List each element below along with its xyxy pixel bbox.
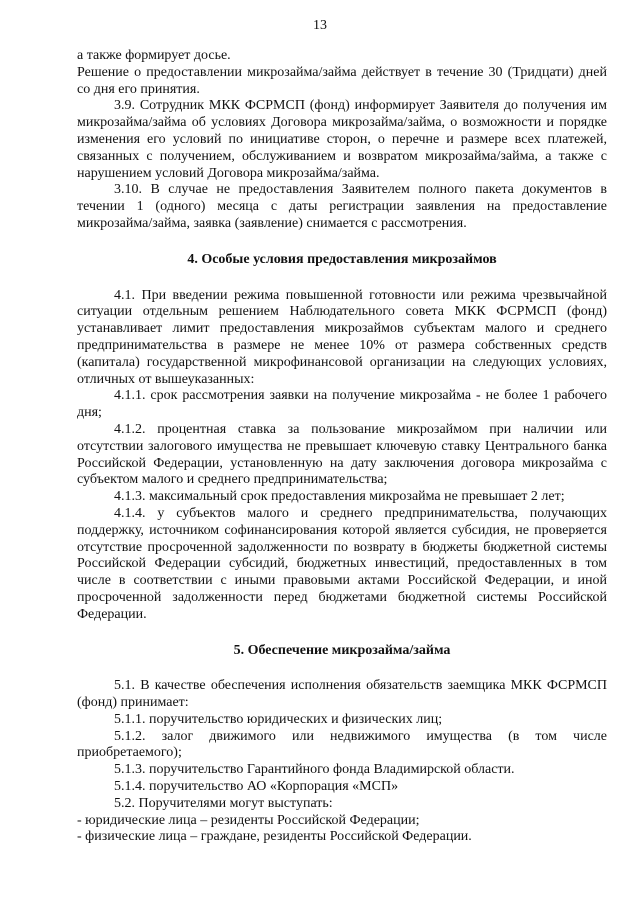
paragraph-4-1: 4.1. При введении режима повышенной готовности или режима чрезвычайной ситуации отдельным решением Наблюдательного совета МКК ФСРМСП (фонд) устанавливает лимит предоставления микрозаймов субъектам малого и среднего предпринимательства в размере не менее 10% от размера собственных средств (капитала) государственной микрофинансовой организации на следующих условиях, отличных от вышеуказанных: <box>77 287 607 387</box>
section-4-heading: 4. Особые условия предоставления микрозаймов <box>187 251 497 267</box>
paragraph-5-1: 5.1. В качестве обеспечения исполнения обязательств заемщика МКК ФСРМСП (фонд) принимает: <box>77 678 607 711</box>
list-item-legal-entities: - юридические лица – резиденты Российской Федерации; <box>77 812 420 828</box>
paragraph-5-2: 5.2. Поручителями могут выступать: <box>114 795 333 811</box>
paragraph-4-1-1: 4.1.1. срок рассмотрения заявки на получение микрозайма - не более 1 рабочего дня; <box>77 388 607 421</box>
page-number: 13 <box>313 18 327 33</box>
paragraph-4-1-3: 4.1.3. максимальный срок предоставления микрозайма не превышает 2 лет; <box>114 489 565 505</box>
list-item-individuals: - физические лица – граждане, резиденты Российской Федерации. <box>77 829 472 845</box>
paragraph-5-1-2: 5.1.2. залог движимого или недвижимого имущества (в том числе приобретаемого); <box>77 728 607 761</box>
paragraph-decision-validity: Решение о предоставлении микрозайма/займа действует в течение 30 (Тридцати) дней со дня его принятия. <box>77 64 607 97</box>
paragraph-3-9: 3.9. Сотрудник МКК ФСРМСП (фонд) информирует Заявителя до получения им микрозайма/займа об условиях Договора микрозайма/займа, о возможности и порядке изменения его условий по инициативе сторон, о перечне и размере всех платежей, связанных с получением, обслуживанием и возвратом микрозайма/займа, а также с нарушением условий Договора микрозайма/займа. <box>77 98 607 181</box>
paragraph-dossier: а также формирует досье. <box>77 48 231 63</box>
paragraph-4-1-2: 4.1.2. процентная ставка за пользование микрозаймом при наличии или отсутствии залогового имущества не превышает ключевую ставку Центрального банка Российской Федерации, установленную на дату заключения договора микрозайма с субъектом малого и среднего предпринимательства; <box>77 421 607 488</box>
section-5-heading: 5. Обеспечение микрозайма/займа <box>233 642 451 658</box>
paragraph-5-1-3: 5.1.3. поручительство Гарантийного фонда Владимирской области. <box>114 762 515 778</box>
paragraph-5-1-1: 5.1.1. поручительство юридических и физических лиц; <box>114 711 443 727</box>
paragraph-5-1-4: 5.1.4. поручительство АО «Корпорация «МСП» <box>114 779 399 795</box>
paragraph-4-1-4: 4.1.4. у субъектов малого и среднего предпринимательства, получающих поддержку, источником софинансирования которой является субсидия, не проверяется отсутствие просроченной задолженности по возврату в бюджеты бюджетной системы Российской Федерации субсидий, бюджетных инвестиций, предоставленных в том числе в соответствии с иными правовыми актами Российской Федерации, и иной просроченной задолженности перед бюджетами бюджетной системы Российской Федерации. <box>77 505 607 622</box>
document-body <box>77 48 607 846</box>
paragraph-3-10: 3.10. В случае не предоставления Заявителем полного пакета документов в течении 1 (одного) месяца с даты регистрации заявления на предоставление микрозайма/займа, заявка (заявление) снимается с рассмотрения. <box>77 182 607 231</box>
